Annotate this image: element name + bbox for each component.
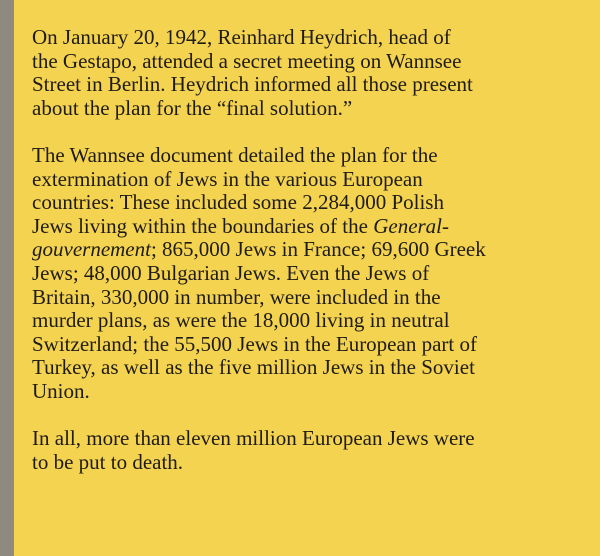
text-line: to be put to death. (32, 449, 184, 474)
italic-term: gouvernement (32, 237, 151, 262)
left-margin-bar (0, 0, 14, 556)
text-line: On January 20, 1942, Reinhard Heydrich, head of (32, 25, 451, 49)
text-line (32, 215, 584, 239)
text-line: Switzerland; the 55,500 Jews in the European part of (32, 331, 477, 356)
paragraph-wannsee-document (32, 144, 584, 404)
text-line: The Wannsee document detailed the plan for the (32, 142, 438, 167)
text-line: Union. (32, 378, 90, 403)
text-segment: ; 865,000 Jews in France; 69,600 Greek (150, 237, 486, 262)
paragraph-heydrich-meeting (32, 26, 584, 120)
text-line: the Gestapo, attended a secret meeting on Wannsee (32, 48, 462, 73)
text-line: countries: These included some 2,284,000 Polish (32, 190, 444, 215)
text-segment: Jews living within the boundaries of the (32, 213, 374, 238)
text-block (32, 26, 584, 498)
text-line: Turkey, as well as the five million Jews in the Soviet (32, 355, 475, 380)
paragraph-conclusion (32, 427, 584, 474)
text-line: extermination of Jews in the various European (32, 166, 423, 191)
text-line: Jews; 48,000 Bulgarian Jews. Even the Jews of (32, 260, 430, 285)
italic-term: General- (373, 213, 450, 238)
text-line: In all, more than eleven million European Jews were (32, 426, 475, 451)
text-line: about the plan for the “final solution.” (32, 95, 353, 120)
text-line (32, 238, 584, 262)
text-line: Street in Berlin. Heydrich informed all those present (32, 72, 473, 97)
text-line: murder plans, as were the 18,000 living in neutral (32, 308, 450, 333)
text-line: Britain, 330,000 in number, were included in the (32, 284, 441, 309)
